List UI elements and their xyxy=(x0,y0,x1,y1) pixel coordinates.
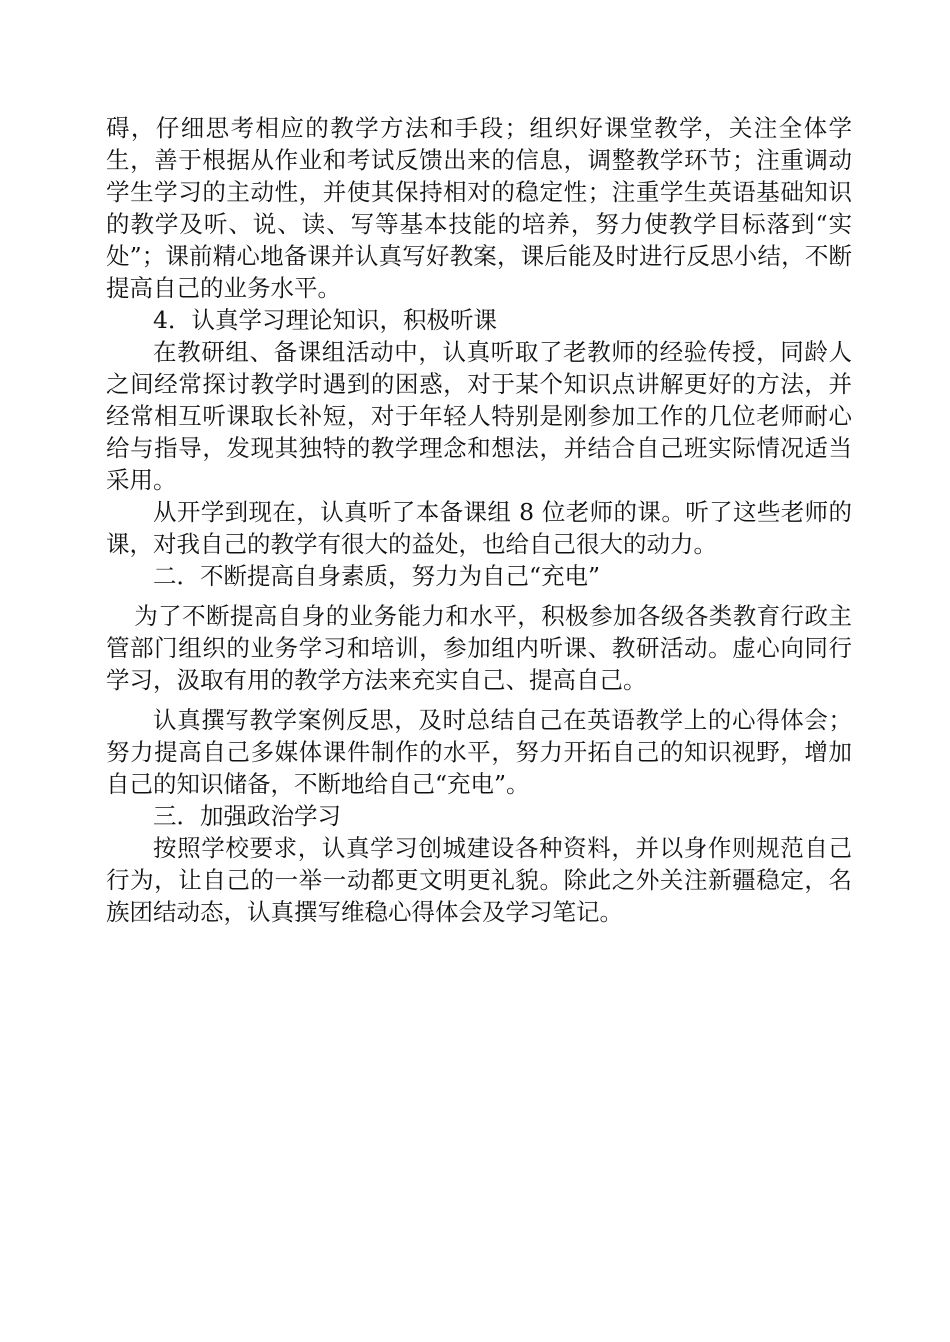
paragraph-teaching-methods: 碍，仔细思考相应的教学方法和手段；组织好课堂教学，关注全体学生，善于根据从作业和考试反馈出来的信息，调整教学环节；注重调动学生学习的主动性，并使其保持相对的稳定性；注重学生英语基础知识的教学及听、说、读、写等基本技能的培养，努力使教学目标落到“实处”；课前精心地备课并认真写好教案，课后能及时进行反思小结，不断提高自己的业务水平。 xyxy=(106,114,852,302)
section-heading-self-improvement: 二．不断提高自身素质，努力为自己“充电” xyxy=(153,562,601,590)
paragraph-political-study: 按照学校要求，认真学习创城建设各种资料，并以身作则规范自己行为，让自己的一举一动都更文明更礼貌。除此之外关注新疆稳定，名族团结动态，认真撰写维稳心得体会及学习笔记。 xyxy=(106,834,852,926)
section-heading-political-study: 三．加强政治学习 xyxy=(153,802,341,830)
section-heading-theory-study: 4．认真学习理论知识，积极听课 xyxy=(153,306,497,334)
paragraph-reflection: 认真撰写教学案例反思，及时总结自己在英语教学上的心得体会；努力提高自己多媒体课件制作的水平，努力开拓自己的知识视野，增加自己的知识储备，不断地给自己“充电”。 xyxy=(106,706,852,798)
document-body xyxy=(106,112,852,928)
paragraph-class-observation: 从开学到现在，认真听了本备课组 8 位老师的课。听了这些老师的课，对我自己的教学有很大的益处，也给自己很大的动力。 xyxy=(106,498,852,558)
paragraph-training: 为了不断提高自身的业务能力和水平，积极参加各级各类教育行政主管部门组织的业务学习和培训，参加组内听课、教研活动。虚心向同行学习，汲取有用的教学方法来充实自己、提高自己。 xyxy=(106,602,852,694)
paragraph-teaching-research: 在教研组、备课组活动中，认真听取了老教师的经验传授，同龄人之间经常探讨教学时遇到的困惑，对于某个知识点讲解更好的方法，并经常相互听课取长补短，对于年轻人特别是刚参加工作的几位老师耐心给与指导，发现其独特的教学理念和想法，并结合自己班实际情况适当采用。 xyxy=(106,338,852,494)
